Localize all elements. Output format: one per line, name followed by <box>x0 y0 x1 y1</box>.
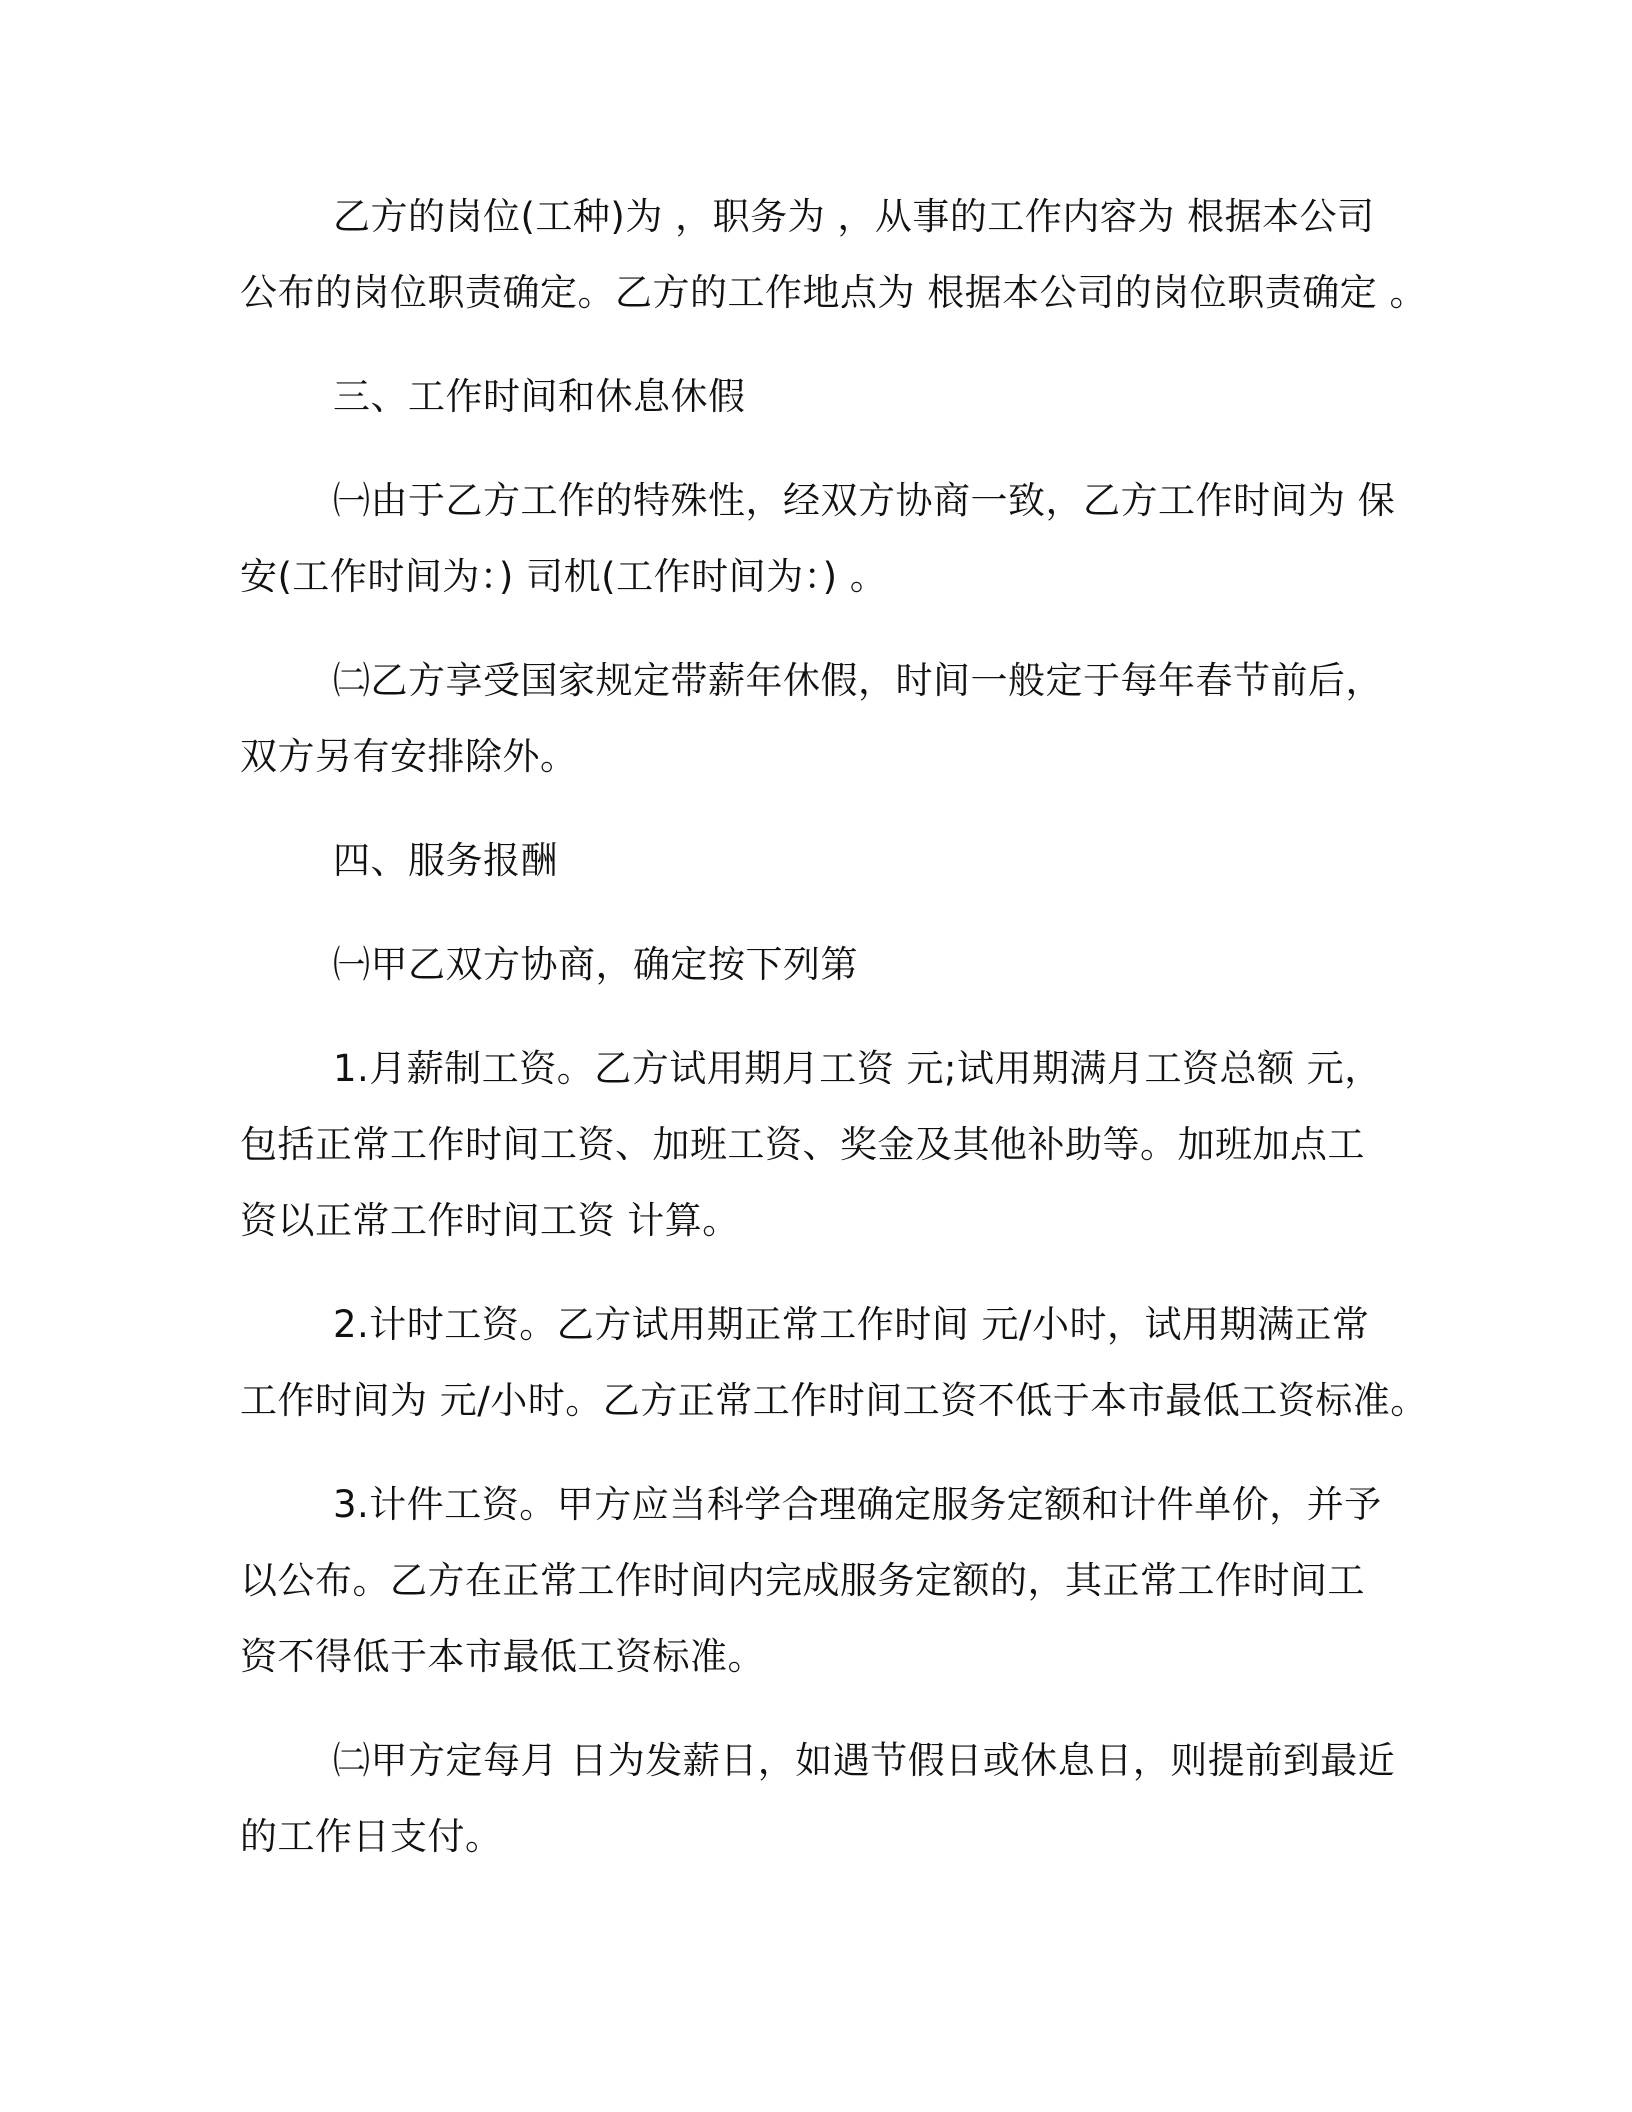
paragraph-line: 2.计时工资。乙方试用期正常工作时间 元/小时，试用期满正常 <box>333 1303 1370 1346</box>
paragraph-line: 3.计件工资。甲方应当科学合理确定服务定额和计件单价，并予 <box>333 1483 1382 1526</box>
paragraph-line: 的工作日支付。 <box>240 1815 503 1858</box>
paragraph-line: 双方另有安排除外。 <box>240 735 578 778</box>
section-heading: 三、工作时间和休息休假 <box>333 375 746 418</box>
paragraph-line: ㈡乙方享受国家规定带薪年休假，时间一般定于每年春节前后， <box>333 659 1383 702</box>
paragraph-line: 乙方的岗位(工种)为 ，职务为 ，从事的工作内容为 根据本公司 <box>333 195 1375 238</box>
section-heading: 四、服务报酬 <box>333 839 558 882</box>
paragraph-line: ㈠甲乙双方协商，确定按下列第 <box>333 943 858 986</box>
paragraph-line: ㈡甲方定每月 日为发薪日，如遇节假日或休息日，则提前到最近 <box>333 1739 1396 1782</box>
paragraph-line: 公布的岗位职责确定。乙方的工作地点为 根据本公司的岗位职责确定 。 <box>240 271 1428 314</box>
paragraph-line: 1.月薪制工资。乙方试用期月工资 元;试用期满月工资总额 元， <box>333 1047 1382 1090</box>
paragraph-line: ㈠由于乙方工作的特殊性，经双方协商一致，乙方工作时间为 保 <box>333 479 1396 522</box>
paragraph-line: 资不得低于本市最低工资标准。 <box>240 1635 765 1678</box>
paragraph-line: 包括正常工作时间工资、加班工资、奖金及其他补助等。加班加点工 <box>240 1123 1365 1166</box>
paragraph-line: 资以正常工作时间工资 计算。 <box>240 1199 740 1242</box>
paragraph-line: 安(工作时间为：) 司机(工作时间为：) 。 <box>240 555 888 598</box>
paragraph-line: 工作时间为 元/小时。乙方正常工作时间工资不低于本市最低工资标准。 <box>240 1379 1428 1422</box>
paragraph-line: 以公布。乙方在正常工作时间内完成服务定额的，其正常工作时间工 <box>240 1559 1365 1602</box>
